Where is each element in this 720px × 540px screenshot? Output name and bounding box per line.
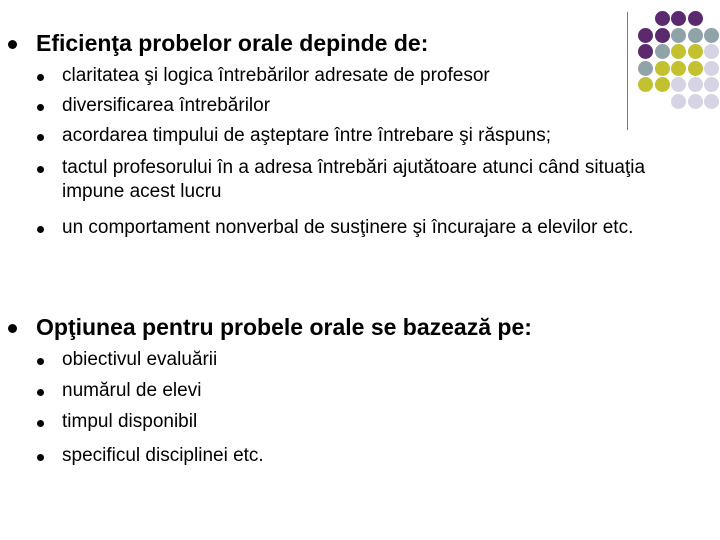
bullet-icon: [37, 389, 44, 396]
list-item-text: tactul profesorului în a adresa întrebări ajutătoare atunci când situaţia impune acest lucru: [62, 157, 646, 202]
decorative-dot: [671, 11, 686, 26]
bullet-icon: [8, 40, 17, 49]
bullet-icon: [37, 74, 44, 81]
decorative-dot: [688, 11, 703, 26]
bullet-icon: [37, 420, 44, 427]
list-item-text: numărul de elevi: [62, 380, 202, 401]
decorative-dot: [688, 28, 703, 43]
decorative-dot: [704, 94, 719, 109]
list-item-text: specificul disciplinei etc.: [62, 445, 264, 466]
decorative-dot: [704, 77, 719, 92]
decorative-dot: [671, 28, 686, 43]
decorative-dot: [671, 44, 686, 59]
decorative-dot: [655, 11, 670, 26]
list-item-text: diversificarea întrebărilor: [62, 95, 271, 116]
decorative-dot: [655, 28, 670, 43]
bullet-icon: [8, 324, 17, 333]
decorative-dot: [638, 28, 653, 43]
bullet-icon: [37, 358, 44, 365]
section-2-heading: Opţiunea pentru probele orale se bazează pe:: [36, 314, 532, 340]
section-1-heading: Eficienţa probelor orale depinde de:: [36, 30, 429, 56]
list-item-text: claritatea şi logica întrebărilor adresate de profesor: [62, 65, 490, 86]
list-item-text: un comportament nonverbal de susţinere şi încurajare a elevilor etc.: [62, 217, 634, 238]
list-item-text: obiectivul evaluării: [62, 349, 218, 370]
list-item-text: acordarea timpului de aşteptare între întrebare şi răspuns;: [62, 125, 551, 146]
decorative-dot: [704, 44, 719, 59]
decorative-dot: [655, 44, 670, 59]
bullet-icon: [37, 226, 44, 233]
decorative-dot: [688, 44, 703, 59]
decorative-dot: [704, 28, 719, 43]
decorative-dot: [638, 44, 653, 59]
bullet-icon: [37, 454, 44, 461]
list-item-text: timpul disponibil: [62, 411, 198, 432]
bullet-icon: [37, 104, 44, 111]
bullet-icon: [37, 134, 44, 141]
decorative-dot: [704, 61, 719, 76]
bullet-icon: [37, 166, 44, 173]
